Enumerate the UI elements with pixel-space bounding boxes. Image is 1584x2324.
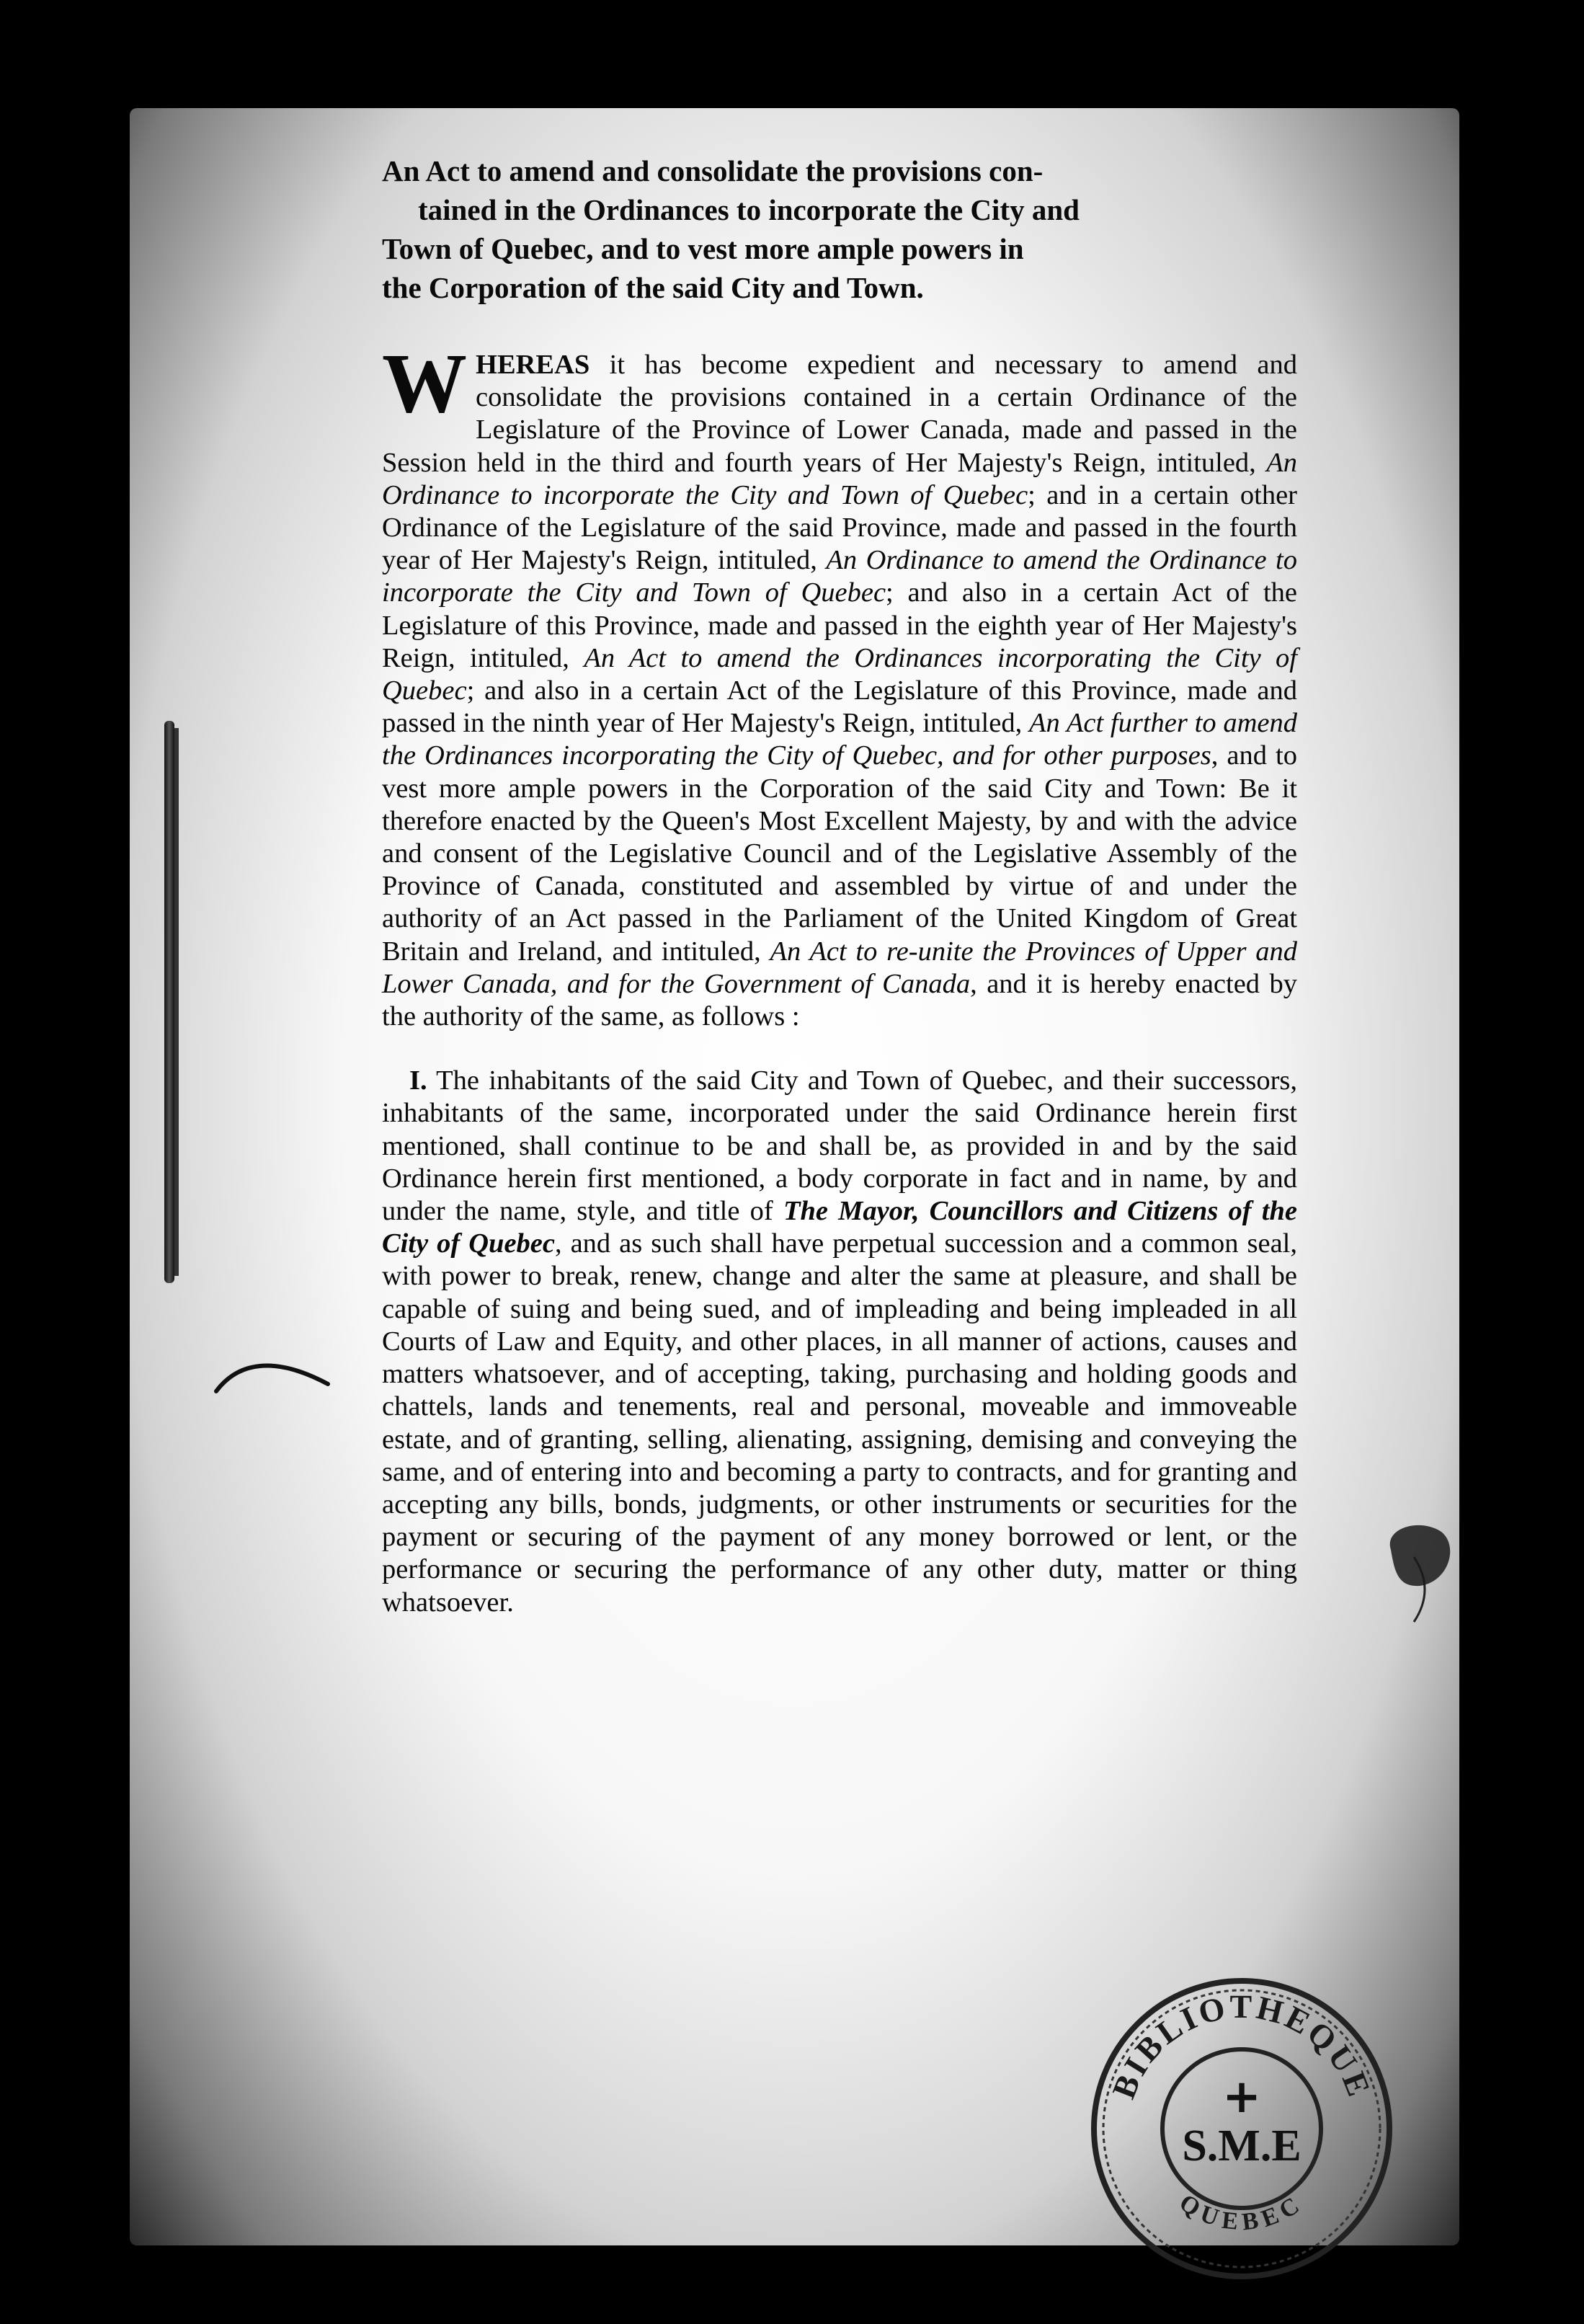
document-body xyxy=(382,151,1297,1619)
preamble-text: , and to vest more ample powers in the Corporation of the said City and Town: Be it therefore enacted by the Queen's Most Excellent Majesty, by and with the advice and consent of the Legislative Council and of the Legislative Assembly of the Province of Canada, constituted and assembled by virtue of and under the authority of an Act passed in the Parliament of the United Kingdom of Great Britain and Ireland, and intituled, xyxy=(382,740,1297,967)
pen-mark xyxy=(209,1348,339,1406)
title-line: An Act to amend and consolidate the provisions con- xyxy=(382,154,1044,187)
title-line: Town of Quebec, and to vest more ample powers in xyxy=(382,232,1024,265)
stamp-top-text: BIBLIOTHEQUE xyxy=(1105,1987,1379,2104)
title-line: the Corporation of the said City and Town. xyxy=(382,271,924,304)
act-title xyxy=(382,151,1297,307)
section-text: , and as such shall have perpetual succession and a common seal, with power to break, renew, change and alter the same at pleasure, and shall be capable of suing and being sued, and of impleading and being impleaded in all Courts of Law and Equity, and other places, in all manner of actions, causes and matters whatsoever, and of accepting, taking, purchasing and holding goods and chattels, lands and tenements, real and personal, moveable and immoveable estate, and of granting, selling, alienating, assigning, demising and conveying the same, and of entering into and becoming a party to contracts, and for granting and accepting any bills, bonds, judgments, or other instruments or securities for the payment or securing of the payment of any money borrowed or lent, or the performance or securing the performance of any other duty, matter or thing whatsoever. xyxy=(382,1228,1297,1618)
section-number: I. xyxy=(409,1065,427,1096)
cited-act-title: An Act further to amend the Ordinances incorporating the City of Quebec, and for other purposes xyxy=(382,708,1297,771)
preamble-text: ; and also in a certain Act of the Legislature of this Province, made and passed in the ninth year of Her Majesty's Reign, intituled, xyxy=(382,675,1297,739)
section-1-paragraph xyxy=(382,1065,1297,1618)
preamble-text: , and it is hereby enacted by the authority of the same, as follows : xyxy=(382,968,1297,1032)
preamble-paragraph xyxy=(382,336,1298,1033)
section-text: The inhabitants of the said City and Town of Quebec, and their successors, inhabitants of the same, incorporated under the said Ordinance herein first mentioned, shall continue to be and shall be, as provided in and by the said Ordinance herein first mentioned, a body corporate in fact and in name, by and under the name, style, and title of xyxy=(382,1065,1297,1227)
cited-ordinance-title: An Ordinance to incorporate the City and Town of Quebec xyxy=(382,447,1297,510)
library-stamp xyxy=(1085,1972,1398,2285)
ink-blot xyxy=(1376,1514,1463,1593)
drop-cap: W xyxy=(382,336,467,430)
preamble-lead-word: HEREAS xyxy=(476,350,590,380)
stamp-cross: + xyxy=(1222,2070,1261,2124)
svg-text:QUEBEC xyxy=(1175,2189,1309,2236)
cited-act-title: An Act to amend the Ordinances incorporating the City of Quebec xyxy=(382,642,1297,706)
corporate-name: The Mayor, Councillors and Citizens of the City of Quebec xyxy=(382,1196,1297,1259)
title-line: tained in the Ordinances to incorporate the City and xyxy=(418,193,1080,226)
cited-act-title: An Act to re-unite the Provinces of Upper and Lower Canada, and for the Government of Canada xyxy=(382,936,1297,999)
preamble-text: ; and also in a certain Act of the Legislature of this Province, made and passed in the eighth year of Her Majesty's Reign, intituled, xyxy=(382,577,1297,673)
preamble-text: ; and in a certain other Ordinance of the Legislature of the said Province, made and passed in the fourth year of Her Majesty's Reign, intituled, xyxy=(382,479,1298,576)
binding-cord xyxy=(164,721,174,1283)
binding-cord-shadow xyxy=(174,728,179,1276)
stamp-center-text: S.M.E xyxy=(1182,2121,1302,2170)
preamble-text: it has become expedient and necessary to amend and consolidate the provisions contained in a certain Ordinance of the Legislature of the Province of Lower Canada, made and passed in the Session held in the third and fourth years of Her Majesty's Reign, intituled, xyxy=(382,350,1297,478)
cited-ordinance-title: An Ordinance to amend the Ordinance to incorporate the City and Town of Quebec xyxy=(382,545,1297,608)
stamp-bottom-text: QUEBEC xyxy=(1174,2188,1309,2236)
